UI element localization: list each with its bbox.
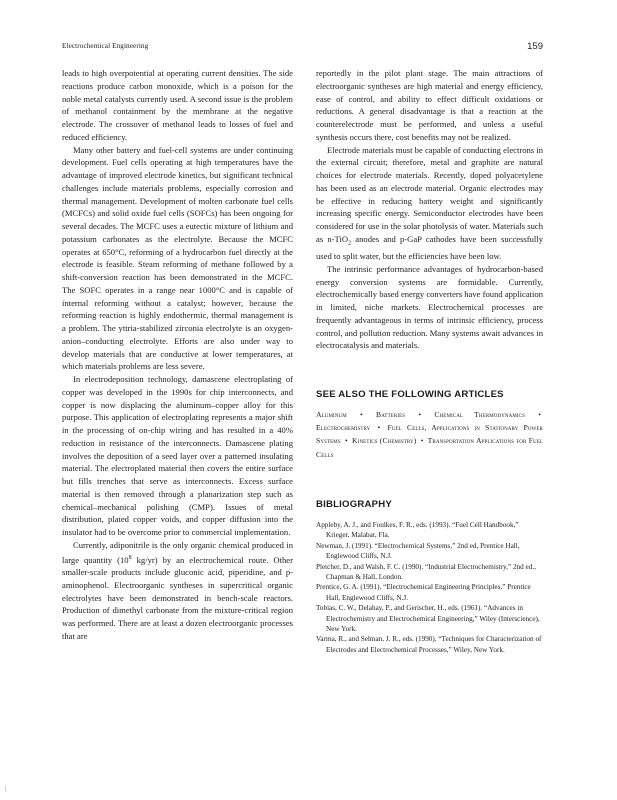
subscript: 2: [348, 240, 352, 247]
page-number: 159: [527, 41, 543, 52]
scan-mark: [5, 786, 6, 792]
electrode-materials-paragraph: [316, 144, 543, 263]
running-title: Electrochemical Engineering: [62, 42, 149, 50]
adiponitrile-paragraph: [62, 539, 293, 643]
bullet-separator: •: [538, 410, 541, 419]
bibliography-list: [316, 520, 543, 655]
bibliography-heading: BIBLIOGRAPHY: [316, 499, 392, 510]
left-column: [62, 67, 293, 643]
page-header: [62, 42, 543, 56]
see-also-link[interactable]: Kinetics (Chemistry): [352, 436, 417, 446]
text-run: anodes and p-GaP cathodes have been successfully used to split water, but the efficiencies have been low.: [316, 233, 543, 262]
text-run: kg/yr) by an electrochemical route. Other smaller-scale products include gluconic acid, piperidine, and p-aminophenol. Electroorganic syntheses in supercritical organic electrolytes have been demonstrated in bench-scale reactors. Production of dimethyl carbonate from the mixture-critical region was performed. There are at least a dozen electroorganic processes that are: [62, 554, 293, 641]
see-also-link[interactable]: Electrochemistry: [316, 423, 371, 433]
bibliography-section: [316, 499, 543, 510]
right-column: [316, 67, 543, 352]
text-run: Currently, adiponitrile is the only organic chemical produced in large quantity (10: [62, 539, 293, 565]
paragraph: The intrinsic performance advantages of hydrocarbon-based energy conversion systems are formidable. Currently, electrochemically based energy converters have found application in limited, niche markets. Electrochemical processes are frequently advantageous in terms of intrinsic efficiency, process control, and pollution reduction. Many systems await advances in electrocatalysis and materials.: [316, 263, 543, 351]
see-also-link[interactable]: Transportation Applications for Fuel Cells: [316, 436, 544, 459]
bibliography-entry: Tobias, C. W., Delahay, P., and Gerischer, H., eds. (1961). “Advances in Electrochemistry and Electrochemical Engineering,” Wiley (Interscience), New York.: [316, 604, 540, 634]
bibliography-entry: Varma, R., and Selman, J. R., eds. (1990). “Techniques for Characterization of Electrodes and Electrochemical Processes,” Wiley, New York.: [316, 635, 542, 654]
see-also-section: [316, 389, 543, 400]
paragraph: leads to high overpotential at operating current densities. The side reactions produce carbon monoxide, which is a poison for the noble metal catalysts currently used. A second issue is the problem of methanol containment by the membrane at the negative electrode. The crossover of methanol leads to losses of fuel and reduced efficiency.: [62, 68, 293, 142]
bibliography-entry: Newman, J. (1991). “Electrochemical Systems,” 2nd ed, Prentice Hall, Englewood Cliffs, N.J.: [316, 541, 520, 561]
bibliography-entry: Prentice, G. A. (1991). “Electrochemical Engineering Principles,” Prentice Hall, Englewood Cliffs, N.J.: [316, 583, 531, 602]
see-also-list: [316, 408, 543, 461]
paragraph: reportedly in the pilot plant stage. The main attractions of electroorganic syntheses are high material and energy efficiency, ease of control, and ability to effect difficult oxidations or reductions. A general disadvantage is that a reaction at the counterelectrode must be performed, and unless a useful synthesis occurs there, cost benefits may not be realized.: [316, 68, 543, 142]
see-also-link[interactable]: Batteries: [376, 410, 406, 419]
bibliography-entry: Pletcher, D., and Walsh, F. C. (1990). “Industrial Electrochemistry,” 2nd ed., Chapman & Hall, London.: [316, 562, 536, 582]
bibliography-entry: Appleby, A. J., and Foulkes, F. R., eds. (1993). “Fuel Cell Handbook,” Krieger, Malabar, Fla.: [316, 521, 519, 540]
bullet-separator: •: [377, 423, 381, 433]
paragraph: In electrodeposition technology, damascene electroplating of copper was developed in the 1990s for chip interconnects, and copper is now displacing the aluminum–copper alloy for this purpose. This application of electroplating represents a major shift in the processing of on-chip wiring and has resulted in a 40% reduction in resistance of the interconnects. Damascene plating involves the deposition of a seed layer over a patterned insulating material. The electroplated material then covers the entire surface but fills trenches that serve as interconnects. Excess surface material is then removed through a planarization step such as chemical–mechanical polishing (CMP). Issues of metal distribution, plated copper voids, and copper diffusion into the insulator had to be overcome prior to commercial implementation.: [62, 374, 293, 537]
see-also-link[interactable]: Aluminum: [316, 410, 347, 419]
exponent: 8: [128, 554, 132, 561]
bullet-separator: •: [418, 410, 422, 419]
see-also-link[interactable]: Chemical Thermodynamics: [434, 410, 525, 419]
bullet-separator: •: [420, 436, 424, 446]
bullet-separator: •: [360, 410, 363, 419]
see-also-link[interactable]: Fuel Cells, Applications in Stationary Power Systems: [316, 423, 543, 446]
paragraph: Many other battery and fuel-cell systems are under continuing development. Fuel cells operating at high temperatures have the advantage of improved electrode kinetics, but significant technical challenges include materials problems, especially corrosion and thermal management. Development of molten carbonate fuel cells (MCFCs) and solid oxide fuel cells (SOFCs) has been ongoing for several decades. The MCFC uses a eutectic mixture of lithium and potassium carbonates as the electrolyte. Because the MCFC operates at 650°C, reforming of a hydrocarbon fuel directly at the electrode is feasible. Steam reforming of methane followed by a shift-conversion reaction has been demonstrated in the MCFC. The SOFC operates in a range near 1000°C and is capable of internal reforming without a catalyst; however, because the reforming reaction is highly endothermic, thermal management is a problem. The yttria-stabilized zirconia electrolyte is an oxygen-anion–conducting electrolyte. Efforts are also under way to develop materials that are conductive at lower temperatures, at which materials problems are less severe.: [62, 144, 293, 372]
see-also-heading: SEE ALSO THE FOLLOWING ARTICLES: [316, 389, 504, 400]
bullet-separator: •: [344, 436, 348, 446]
text-run: Electrode materials must be capable of conducting electrons in the external circuit; therefore, metal and graphite are natural choices for electrode materials. Recently, doped polyacetylene has been used as an electrode material. Organic electrodes may be effective in reducing battery weight and significantly increasing specific energy. Semiconductor electrodes have been considered for use in the solar photolysis of water. Materials such as n-TiO: [316, 144, 543, 244]
